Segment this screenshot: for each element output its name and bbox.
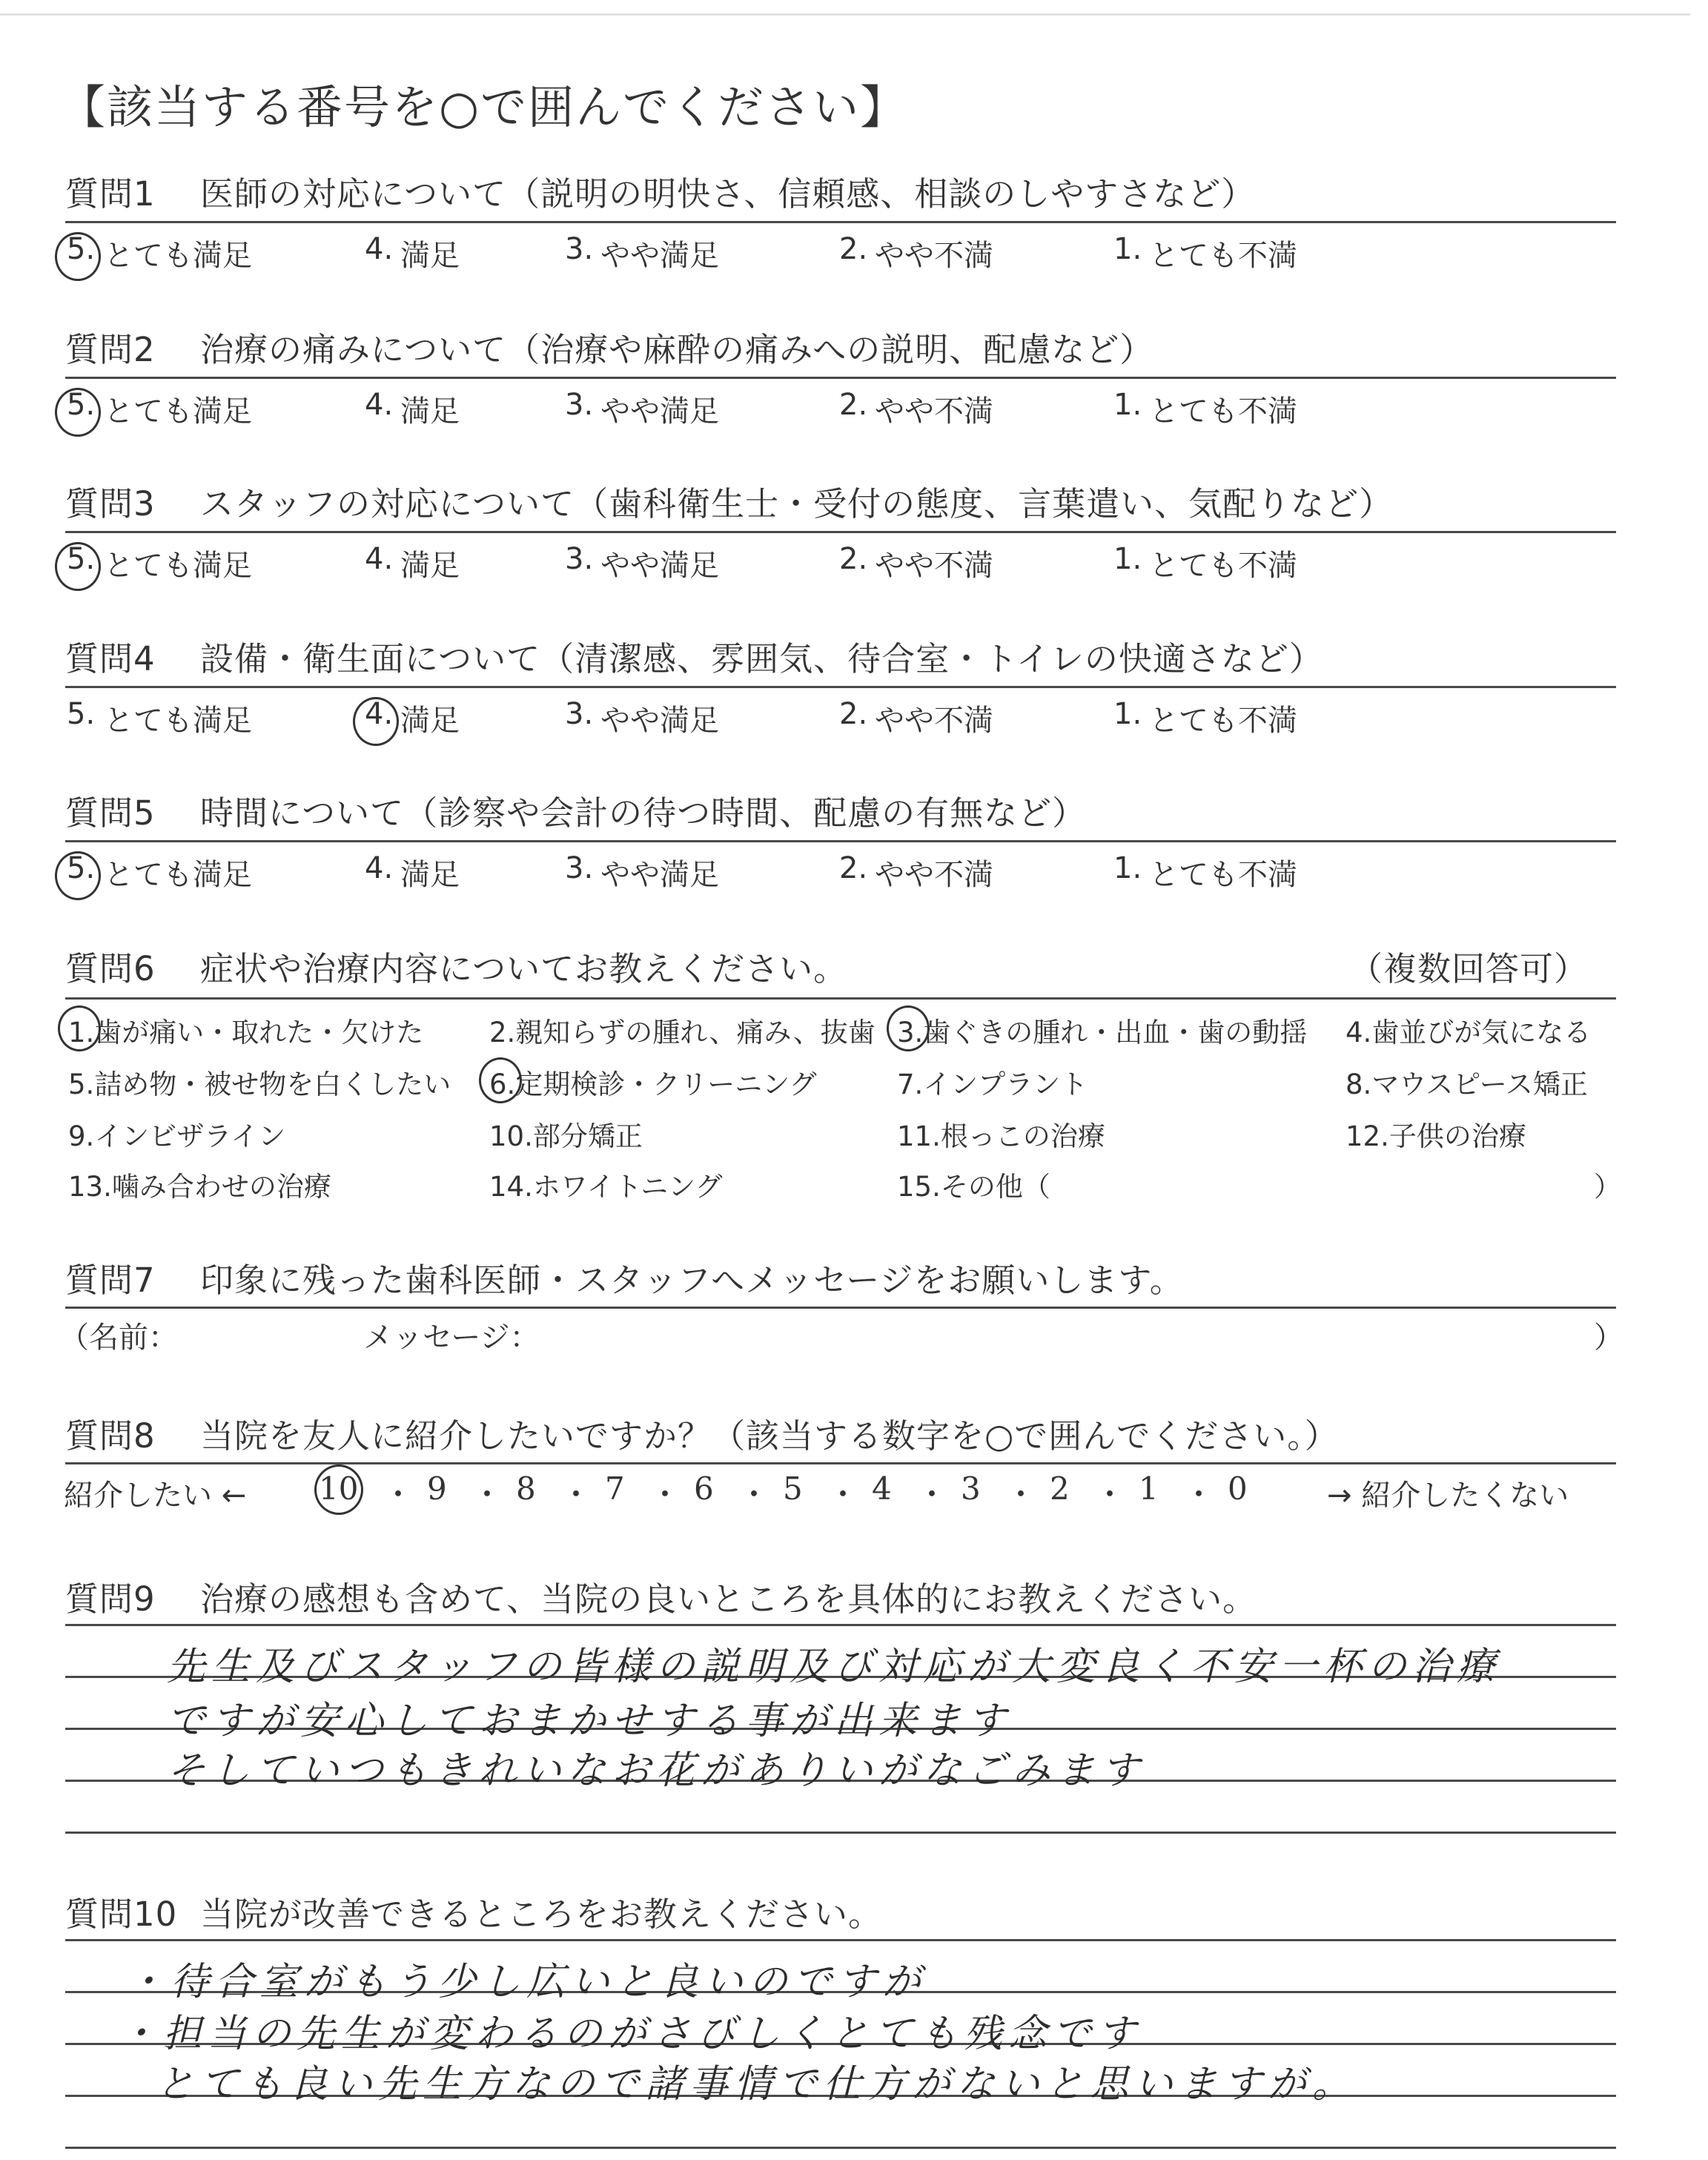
q6-option-number: 14. bbox=[489, 1171, 533, 1203]
q10-text: 当院が改善できるところをお教えください。 bbox=[200, 1895, 883, 1934]
q6-option-text: 部分矯正 bbox=[532, 1120, 643, 1152]
q6-option[interactable] bbox=[489, 1010, 875, 1050]
q6-option-text: インビザライン bbox=[94, 1120, 286, 1152]
q6-option-number: 5. bbox=[68, 1069, 95, 1100]
rating-option-number[interactable]: 2. bbox=[839, 851, 868, 885]
question-text: 時間について（診察や会計の待つ時間、配慮の有無など） bbox=[200, 793, 1087, 833]
q6-option[interactable] bbox=[489, 1062, 817, 1102]
q6-option-number: 4. bbox=[1345, 1017, 1372, 1048]
q6-option-number: 1. bbox=[68, 1017, 95, 1048]
scale-value[interactable]: 4 bbox=[872, 1470, 892, 1507]
selected-circle-mark bbox=[314, 1464, 363, 1515]
rating-option-number[interactable]: 1. bbox=[1113, 697, 1142, 731]
rating-option-label[interactable]: やや満足 bbox=[600, 239, 719, 273]
rating-option-label[interactable]: とても不満 bbox=[1149, 704, 1297, 738]
q6-option[interactable] bbox=[489, 1164, 723, 1204]
question-rule bbox=[65, 377, 1616, 379]
rating-option-number[interactable]: 3. bbox=[565, 232, 594, 266]
q6-option-number: 2. bbox=[489, 1017, 516, 1048]
rating-option-label[interactable]: やや不満 bbox=[875, 239, 993, 273]
q6-option-text: インプラント bbox=[923, 1069, 1088, 1100]
answer-rule bbox=[65, 1624, 1616, 1626]
q6-option-text: 根っこの治療 bbox=[940, 1120, 1105, 1152]
question-text: 医師の対応について（説明の明快さ、信頼感、相談のしやすさなど） bbox=[200, 174, 1256, 214]
question-text: 設備・衛生面について（清潔感、雰囲気、待合室・トイレの快適さなど） bbox=[200, 639, 1323, 678]
q7-label: 質問7 bbox=[65, 1261, 156, 1300]
scale-separator: ・ bbox=[649, 1476, 681, 1513]
rating-option-number[interactable]: 4. bbox=[365, 542, 394, 576]
q6-option-text: その他（ bbox=[940, 1171, 1050, 1203]
handwritten-answer-line: そしていつもきれいなお花がありいがなごみます bbox=[167, 1748, 1146, 1793]
q8-text: 当院を友人に紹介したいですか？（該当する数字を○で囲んでください。） bbox=[200, 1416, 1339, 1456]
rating-option-number[interactable]: 4. bbox=[365, 697, 394, 731]
q6-option-text: 歯ぐきの腫れ・出血・歯の動揺 bbox=[923, 1017, 1308, 1048]
scale-value[interactable]: 9 bbox=[427, 1470, 447, 1507]
q8-label: 質問8 bbox=[65, 1416, 156, 1456]
q6-option[interactable] bbox=[68, 1164, 331, 1204]
rating-option-label[interactable]: 満足 bbox=[400, 704, 460, 738]
scale-value[interactable]: 2 bbox=[1050, 1470, 1070, 1507]
selected-circle-mark bbox=[55, 542, 101, 591]
rating-option-number[interactable]: 2. bbox=[839, 232, 868, 266]
selected-circle-mark bbox=[887, 1005, 930, 1051]
question-rule bbox=[65, 840, 1616, 842]
question-rule bbox=[65, 221, 1616, 223]
question-label: 質問3 bbox=[65, 484, 156, 524]
rating-option-label[interactable]: とても満足 bbox=[104, 549, 252, 583]
q6-option[interactable] bbox=[489, 1114, 643, 1154]
scale-value[interactable]: 6 bbox=[694, 1470, 714, 1507]
rating-option-label[interactable]: とても満足 bbox=[104, 394, 252, 429]
q6-option[interactable] bbox=[1594, 1164, 1621, 1204]
scale-separator: ・ bbox=[1094, 1476, 1126, 1513]
rating-option-label[interactable]: とても不満 bbox=[1149, 549, 1297, 583]
q8-left-label: 紹介したい ← bbox=[64, 1479, 247, 1513]
q6-text: 症状や治療内容についてお教えください。 bbox=[200, 949, 848, 988]
handwritten-answer-line: ですが安心しておまかせする事が出来ます bbox=[167, 1699, 1013, 1743]
scale-separator: ・ bbox=[1005, 1476, 1037, 1513]
rating-option-label[interactable]: とても満足 bbox=[104, 858, 252, 892]
q6-option-text: マウスピース矯正 bbox=[1371, 1069, 1588, 1100]
rating-option-number[interactable]: 2. bbox=[839, 697, 868, 731]
rating-option-number[interactable]: 1. bbox=[1113, 851, 1142, 885]
selected-circle-mark bbox=[55, 388, 101, 437]
q6-option[interactable] bbox=[897, 1164, 1050, 1204]
scale-separator: ・ bbox=[471, 1476, 503, 1513]
q6-option-text: 詰め物・被せ物を白くしたい bbox=[94, 1069, 451, 1100]
question-label: 質問1 bbox=[65, 174, 156, 214]
rating-option-number[interactable]: 5. bbox=[67, 388, 96, 422]
scale-separator: ・ bbox=[383, 1476, 414, 1513]
q9-text: 治療の感想も含めて、当院の良いところを具体的にお教えください。 bbox=[200, 1579, 1257, 1619]
rating-option-label[interactable]: 満足 bbox=[400, 549, 460, 583]
scale-value[interactable]: 8 bbox=[516, 1470, 536, 1507]
rating-option-label[interactable]: やや不満 bbox=[875, 549, 993, 583]
q6-option-number: 15. bbox=[897, 1171, 941, 1203]
answer-rule bbox=[65, 2147, 1616, 2149]
rating-option-label[interactable]: やや不満 bbox=[875, 394, 993, 429]
selected-circle-mark bbox=[55, 232, 101, 281]
selected-circle-mark bbox=[55, 851, 101, 900]
handwritten-answer-line: ・待合室がもう少し広いと良いのですが bbox=[126, 1960, 927, 2004]
handwritten-answer-line: とても良い先生方なので諸事情で仕方がないと思いますが。 bbox=[156, 2062, 1357, 2107]
rating-option-label[interactable]: やや満足 bbox=[600, 858, 719, 892]
q6-option[interactable] bbox=[897, 1114, 1105, 1154]
scan-edge-line bbox=[0, 13, 1690, 16]
q8-right-label: → 紹介したくない bbox=[1327, 1479, 1569, 1513]
q7-rule bbox=[65, 1307, 1616, 1309]
rating-option-label[interactable]: やや満足 bbox=[600, 549, 719, 583]
q8-rule bbox=[65, 1462, 1616, 1464]
rating-option-label[interactable]: とても不満 bbox=[1149, 239, 1297, 273]
q6-multiple-note: （複数回答可） bbox=[1349, 949, 1589, 988]
scale-value[interactable]: 7 bbox=[605, 1470, 625, 1507]
q7-name-field[interactable]: （名前： bbox=[59, 1321, 178, 1355]
rating-option-number[interactable]: 4. bbox=[365, 851, 394, 885]
scale-separator: ・ bbox=[560, 1476, 592, 1513]
scale-value[interactable]: 5 bbox=[783, 1470, 803, 1507]
q6-option[interactable] bbox=[1345, 1114, 1526, 1154]
rating-option-label[interactable]: とても満足 bbox=[104, 239, 252, 273]
question-text: 治療の痛みについて（治療や麻酔の痛みへの説明、配慮など） bbox=[200, 330, 1154, 369]
scale-value[interactable]: 0 bbox=[1228, 1470, 1248, 1507]
q6-option-text: ホワイトニング bbox=[532, 1171, 723, 1203]
q6-option-text: 歯並びが気になる bbox=[1371, 1017, 1592, 1048]
q6-option-number: 6. bbox=[489, 1069, 516, 1100]
selected-circle-mark bbox=[353, 697, 399, 746]
question-label: 質問2 bbox=[65, 330, 156, 369]
rating-option-number[interactable]: 3. bbox=[565, 697, 594, 731]
q6-option-number: 12. bbox=[1345, 1120, 1389, 1152]
form-instruction-header: 【該当する番号を○で囲んでください】 bbox=[59, 80, 908, 134]
rating-option-number[interactable]: 1. bbox=[1113, 388, 1142, 422]
scale-separator: ・ bbox=[916, 1476, 948, 1513]
answer-rule bbox=[65, 1832, 1616, 1834]
q7-message-field[interactable]: メッセージ： bbox=[363, 1321, 540, 1355]
q7-text: 印象に残った歯科医師・スタッフへメッセージをお願いします。 bbox=[200, 1261, 1184, 1300]
handwritten-answer-line: 先生及びスタッフの皆様の説明及び対応が大変良く不安一杯の治療 bbox=[167, 1645, 1502, 1689]
rating-option-number[interactable]: 1. bbox=[1113, 232, 1142, 266]
rating-option-number[interactable]: 1. bbox=[1113, 542, 1142, 576]
question-label: 質問5 bbox=[65, 793, 156, 833]
q6-option-number: 9. bbox=[68, 1120, 95, 1152]
rating-option-number[interactable]: 3. bbox=[565, 388, 594, 422]
question-label: 質問4 bbox=[65, 639, 156, 678]
rating-option-label[interactable]: やや不満 bbox=[875, 704, 993, 738]
rating-option-label[interactable]: やや満足 bbox=[600, 394, 719, 429]
rating-option-label[interactable]: 満足 bbox=[400, 239, 460, 273]
q6-option[interactable] bbox=[68, 1062, 451, 1102]
q6-option[interactable] bbox=[68, 1010, 423, 1050]
q6-option-number: 8. bbox=[1345, 1069, 1372, 1100]
selected-circle-mark bbox=[58, 1005, 101, 1051]
question-rule bbox=[65, 686, 1616, 688]
q6-rule bbox=[65, 997, 1616, 1000]
q6-option[interactable] bbox=[897, 1010, 1307, 1050]
q6-label: 質問6 bbox=[65, 949, 156, 988]
q9-label: 質問9 bbox=[65, 1579, 156, 1619]
q6-option-text: 定期検診・クリーニング bbox=[515, 1069, 817, 1100]
handwritten-answer-line: ・担当の先生が変わるのがさびしくとても残念です bbox=[119, 2012, 1142, 2056]
scale-separator: ・ bbox=[827, 1476, 859, 1513]
rating-option-number[interactable]: 5. bbox=[67, 697, 96, 731]
scale-value[interactable]: 10 bbox=[319, 1470, 359, 1507]
rating-option-number[interactable]: 3. bbox=[565, 851, 594, 885]
rating-option-number[interactable]: 2. bbox=[839, 542, 868, 576]
rating-option-label[interactable]: とても満足 bbox=[104, 704, 252, 738]
scale-separator: ・ bbox=[1183, 1476, 1215, 1513]
rating-option-label[interactable]: とても不満 bbox=[1149, 394, 1297, 429]
scale-separator: ・ bbox=[738, 1476, 770, 1513]
rating-option-label[interactable]: とても不満 bbox=[1149, 858, 1297, 892]
selected-circle-mark bbox=[479, 1057, 522, 1103]
q6-option-number: 7. bbox=[897, 1069, 924, 1100]
q6-option-number: 13. bbox=[68, 1171, 112, 1203]
q6-option[interactable] bbox=[1345, 1062, 1588, 1102]
question-text: スタッフの対応について（歯科衛生士・受付の態度、言葉遣い、気配りなど） bbox=[200, 484, 1394, 524]
q6-option[interactable] bbox=[68, 1114, 285, 1154]
rating-option-number[interactable]: 2. bbox=[839, 388, 868, 422]
q6-option-text: 歯が痛い・取れた・欠けた bbox=[94, 1017, 424, 1048]
q6-option-text: ） bbox=[1594, 1171, 1621, 1203]
q6-option-number: 11. bbox=[897, 1120, 941, 1152]
answer-rule bbox=[65, 1939, 1616, 1941]
rating-option-number[interactable]: 5. bbox=[67, 232, 96, 266]
rating-option-number[interactable]: 3. bbox=[565, 542, 594, 576]
rating-option-number[interactable]: 4. bbox=[365, 232, 394, 266]
q6-option-text: 親知らずの腫れ、痛み、抜歯 bbox=[515, 1017, 875, 1048]
q6-option-text: 噛み合わせの治療 bbox=[111, 1171, 331, 1203]
q6-option-text: 子供の治療 bbox=[1388, 1120, 1526, 1152]
q6-option-number: 3. bbox=[897, 1017, 924, 1048]
scale-value[interactable]: 1 bbox=[1139, 1470, 1159, 1507]
q6-option[interactable] bbox=[1345, 1010, 1591, 1050]
q7-close-paren: ） bbox=[1594, 1321, 1623, 1355]
question-rule bbox=[65, 531, 1616, 533]
rating-option-number[interactable]: 5. bbox=[67, 542, 96, 576]
q6-option-number: 10. bbox=[489, 1120, 533, 1152]
rating-option-label[interactable]: やや満足 bbox=[600, 704, 719, 738]
rating-option-label[interactable]: 満足 bbox=[400, 858, 460, 892]
rating-option-label[interactable]: やや不満 bbox=[875, 858, 993, 892]
rating-option-number[interactable]: 4. bbox=[365, 388, 394, 422]
q6-option[interactable] bbox=[897, 1062, 1088, 1102]
scale-value[interactable]: 3 bbox=[961, 1470, 981, 1507]
q10-label: 質問10 bbox=[65, 1895, 178, 1934]
rating-option-number[interactable]: 5. bbox=[67, 851, 96, 885]
rating-option-label[interactable]: 満足 bbox=[400, 394, 460, 429]
